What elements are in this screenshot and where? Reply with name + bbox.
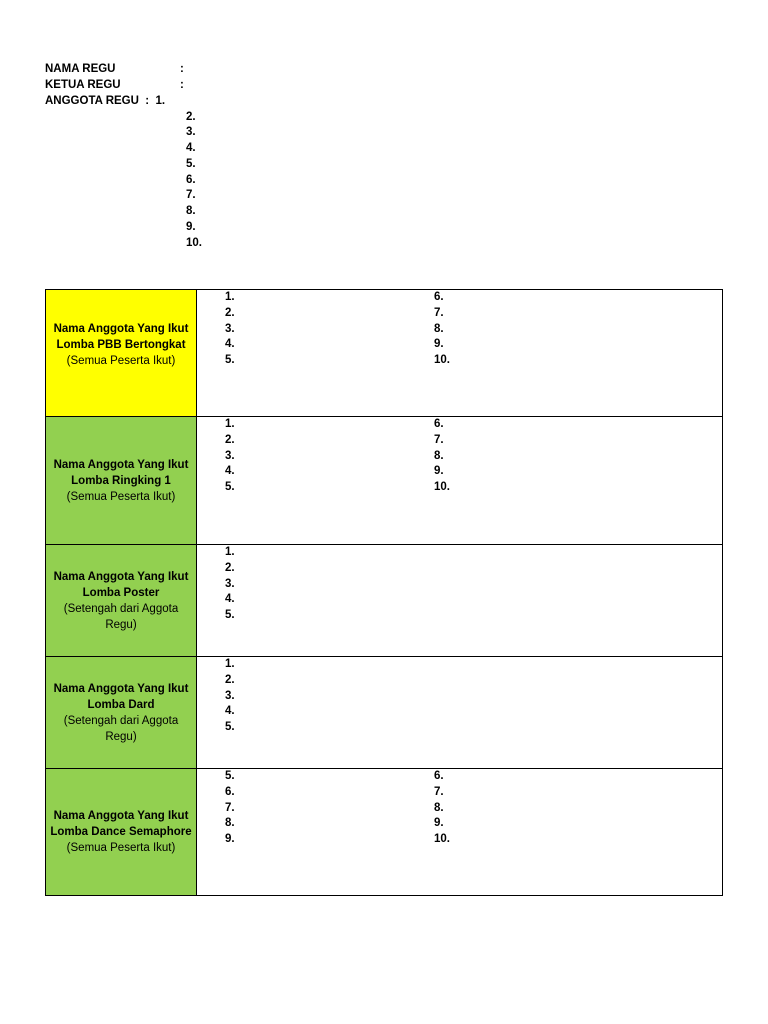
- member-number: 9.: [434, 338, 444, 351]
- member-number: 8.: [434, 322, 444, 335]
- member-number: 7.: [225, 801, 235, 814]
- member-number: 4.: [225, 338, 235, 351]
- member-number: 3.: [225, 689, 235, 702]
- anggota-number: 3.: [186, 126, 196, 139]
- member-number: 2.: [225, 433, 235, 446]
- member-number: 4.: [225, 465, 235, 478]
- lomba-row: [46, 769, 723, 896]
- lomba-row: [46, 290, 723, 417]
- lomba-title: Nama Anggota Yang Ikut Lomba Dance Semaphore: [50, 810, 192, 838]
- lomba-note: (Semua Peserta Ikut): [66, 355, 176, 367]
- lomba-row: [46, 545, 723, 657]
- member-number: 2.: [225, 306, 235, 319]
- member-number: 3.: [225, 577, 235, 590]
- member-number: 4.: [225, 705, 235, 718]
- anggota-number: 10.: [186, 236, 202, 249]
- member-number: 6.: [434, 291, 444, 303]
- member-number-column: [434, 769, 450, 848]
- lomba-note: (Setengah dari Aggota Regu): [63, 602, 179, 631]
- nama-regu-label: NAMA REGU: [45, 63, 116, 75]
- lomba-row: [46, 417, 723, 545]
- member-number: 6.: [434, 418, 444, 430]
- ketua-regu-label: KETUA REGU: [45, 78, 121, 91]
- member-number: 3.: [225, 449, 235, 462]
- member-number-column: [434, 417, 450, 496]
- member-number: 1.: [225, 546, 235, 558]
- lomba-note: (Setengah dari Aggota Regu): [63, 714, 179, 743]
- member-number: 6.: [434, 770, 444, 782]
- lomba-members-cell[interactable]: [197, 417, 723, 545]
- member-number: 8.: [225, 817, 235, 830]
- member-number: 3.: [225, 322, 235, 335]
- lomba-members-cell[interactable]: [197, 290, 723, 417]
- member-number: 1.: [225, 658, 235, 670]
- member-number: 10.: [434, 833, 450, 846]
- member-number: 2.: [225, 561, 235, 574]
- member-number-column: [434, 290, 450, 369]
- member-number-column: [225, 545, 235, 624]
- member-number: 5.: [225, 770, 235, 782]
- lomba-row: [46, 657, 723, 769]
- lomba-members-cell[interactable]: [197, 545, 723, 657]
- ketua-regu-row: [45, 78, 184, 94]
- member-number: 7.: [434, 306, 444, 319]
- member-number-column: [225, 417, 235, 496]
- anggota-regu-label: ANGGOTA REGU : 1.: [45, 94, 166, 107]
- team-header: [45, 62, 184, 109]
- member-number: 9.: [225, 833, 235, 846]
- member-number: 10.: [434, 354, 450, 367]
- member-number: 2.: [225, 673, 235, 686]
- anggota-number: 8.: [186, 205, 196, 218]
- lomba-label-cell: [46, 769, 197, 896]
- anggota-number-list: [186, 110, 202, 252]
- member-number: 7.: [434, 785, 444, 798]
- member-number: 1.: [225, 418, 235, 430]
- member-number: 5.: [225, 721, 235, 734]
- anggota-number: 4.: [186, 142, 196, 155]
- lomba-label-cell: [46, 657, 197, 769]
- member-number: 1.: [225, 291, 235, 303]
- anggota-number: 9.: [186, 221, 196, 234]
- lomba-label-cell: [46, 290, 197, 417]
- lomba-table: [45, 289, 723, 896]
- lomba-title: Nama Anggota Yang Ikut Lomba PBB Bertongkat: [53, 323, 189, 351]
- member-number-column: [225, 290, 235, 369]
- anggota-number: 2.: [186, 110, 196, 123]
- lomba-title: Nama Anggota Yang Ikut Lomba Ringking 1: [53, 458, 189, 487]
- member-number: 5.: [225, 481, 235, 494]
- anggota-number: 7.: [186, 189, 196, 202]
- member-number: 8.: [434, 801, 444, 814]
- ketua-regu-colon: :: [180, 78, 184, 91]
- member-number: 10.: [434, 481, 450, 494]
- member-number-column: [225, 769, 235, 848]
- member-number: 8.: [434, 449, 444, 462]
- anggota-number: 5.: [186, 157, 196, 170]
- member-number-column: [225, 657, 235, 736]
- lomba-members-cell[interactable]: [197, 769, 723, 896]
- lomba-note: (Semua Peserta Ikut): [66, 490, 176, 503]
- member-number: 9.: [434, 465, 444, 478]
- member-number: 9.: [434, 817, 444, 830]
- member-number: 6.: [225, 785, 235, 798]
- anggota-regu-row: [45, 94, 184, 110]
- member-number: 5.: [225, 354, 235, 367]
- nama-regu-colon: :: [180, 63, 184, 75]
- lomba-title: Nama Anggota Yang Ikut Lomba Dard: [53, 682, 189, 711]
- nama-regu-row: [45, 62, 184, 78]
- lomba-title: Nama Anggota Yang Ikut Lomba Poster: [53, 570, 189, 599]
- member-number: 4.: [225, 593, 235, 606]
- lomba-note: (Semua Peserta Ikut): [66, 842, 176, 854]
- lomba-label-cell: [46, 417, 197, 545]
- anggota-number: 6.: [186, 173, 196, 186]
- member-number: 7.: [434, 433, 444, 446]
- lomba-members-cell[interactable]: [197, 657, 723, 769]
- member-number: 5.: [225, 609, 235, 622]
- lomba-label-cell: [46, 545, 197, 657]
